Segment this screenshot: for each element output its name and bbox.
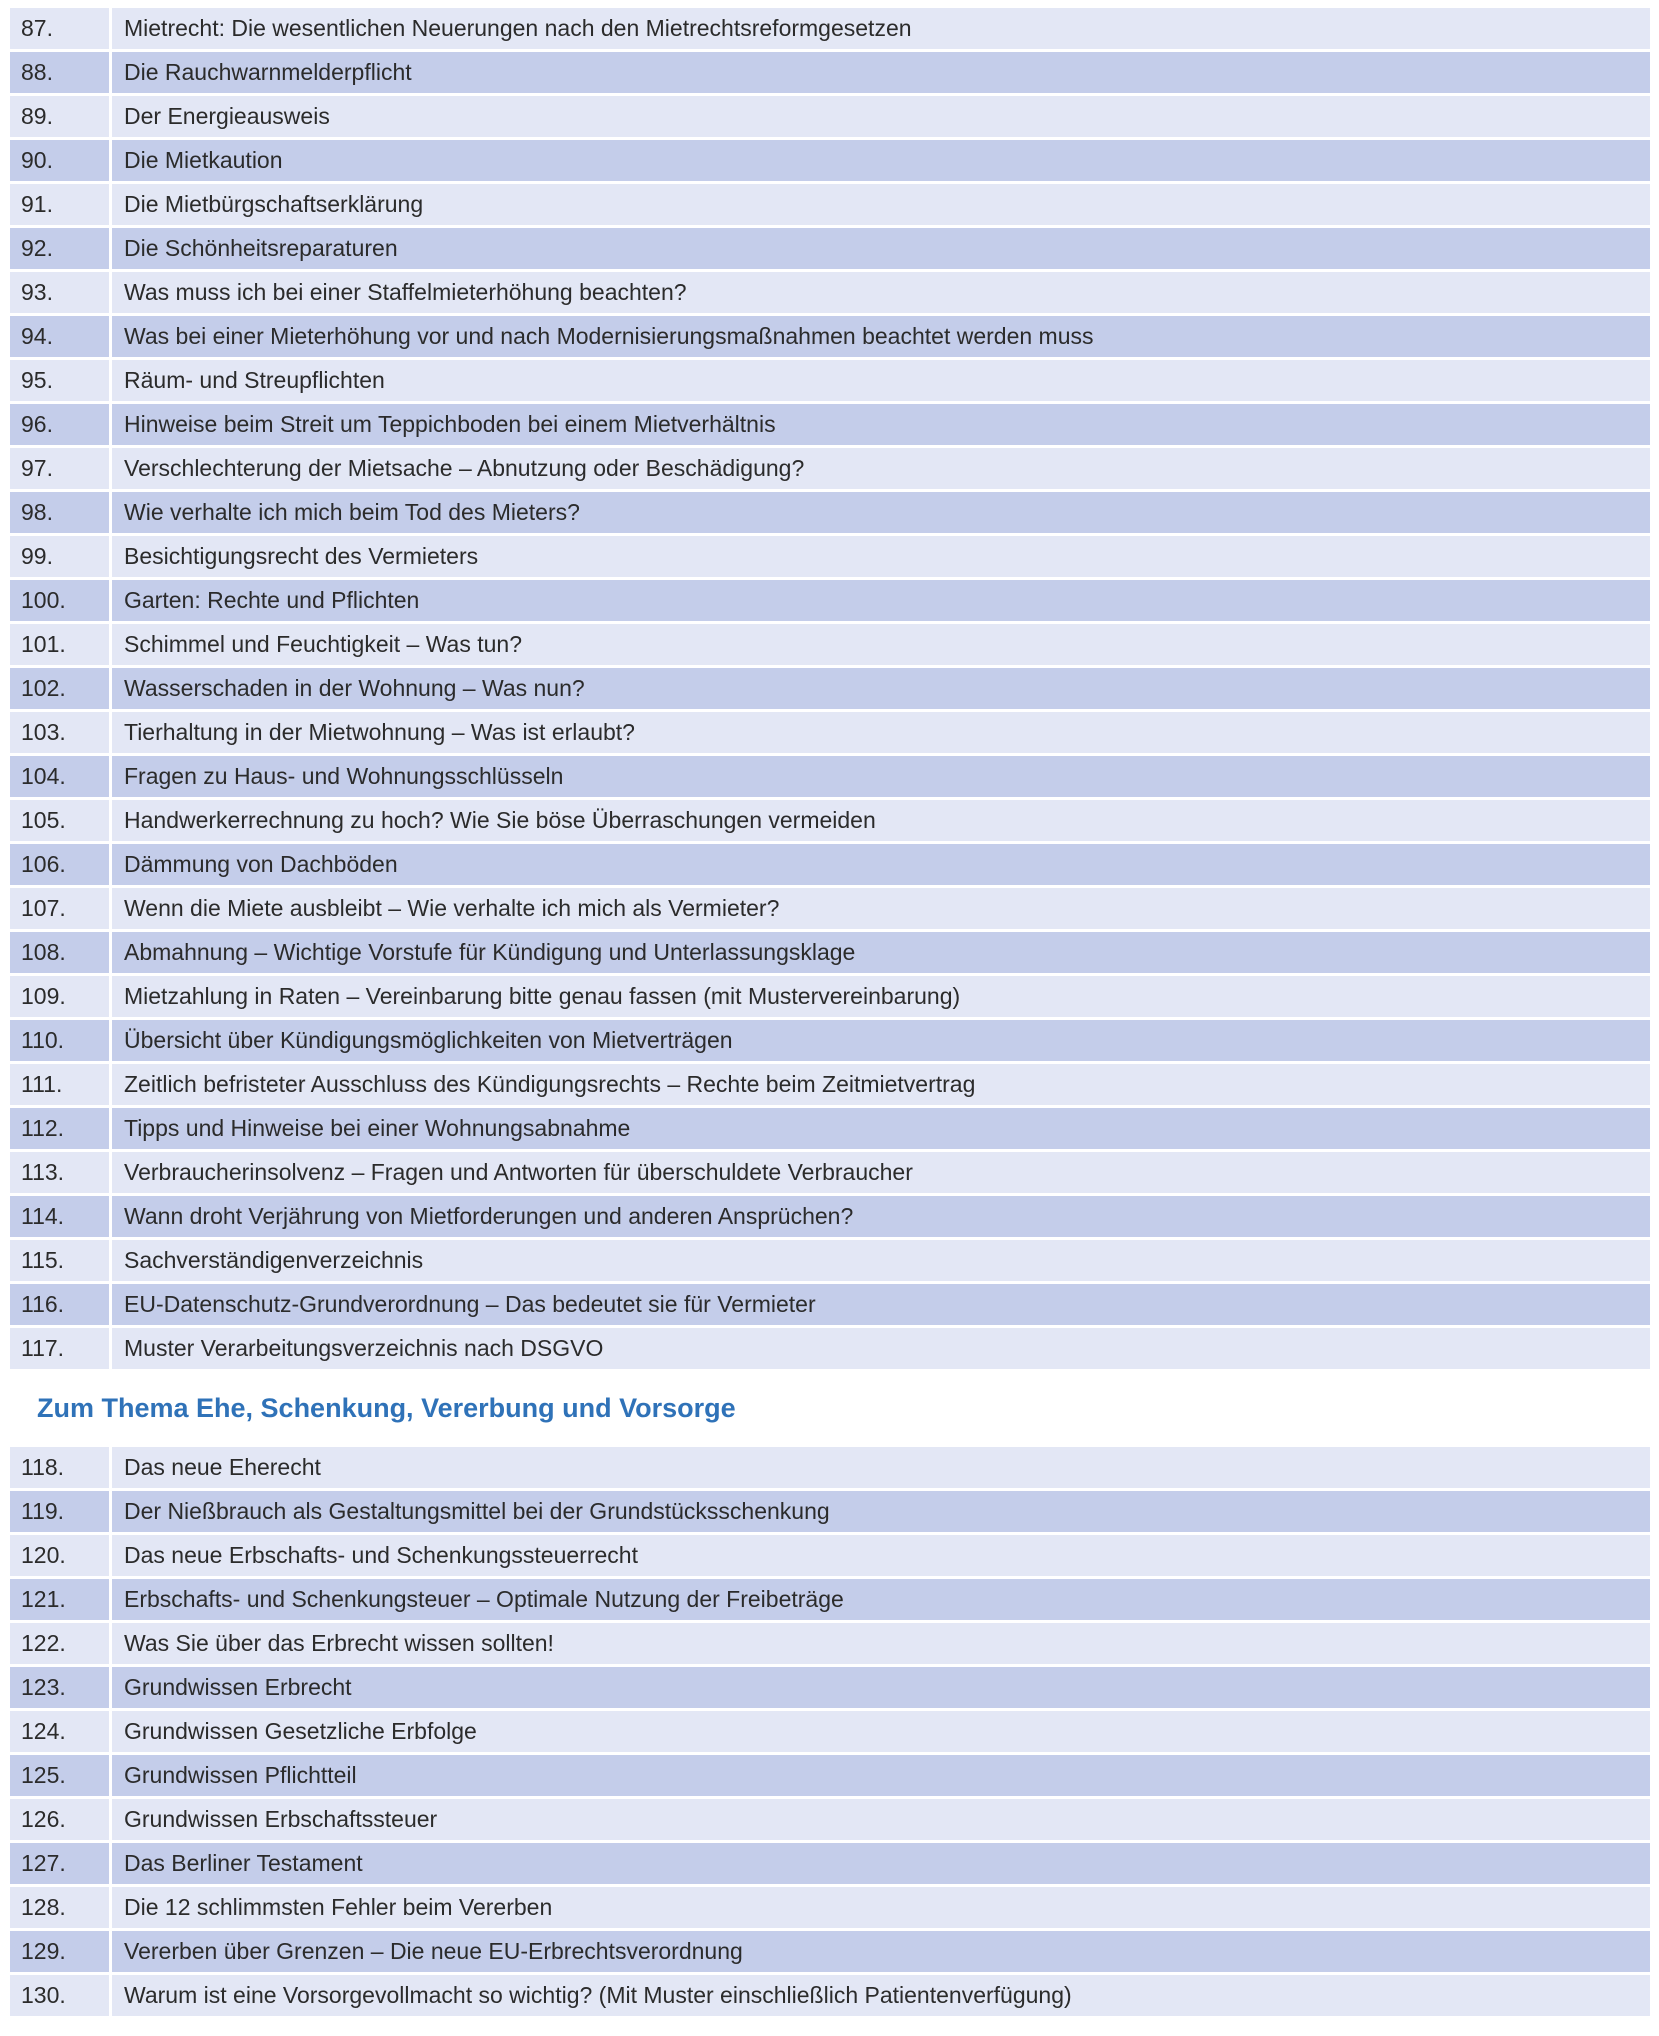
toc-item-title: Grundwissen Pflichtteil (112, 1755, 1650, 1796)
toc-item-title: Grundwissen Erbschaftssteuer (112, 1799, 1650, 1840)
toc-row (10, 1711, 1650, 1752)
toc-item-number: 120. (10, 1535, 112, 1576)
toc-item-title: Grundwissen Gesetzliche Erbfolge (112, 1711, 1650, 1752)
toc-item-number: 89. (10, 96, 112, 137)
toc-row (10, 1975, 1650, 2016)
toc-item-title: Tierhaltung in der Mietwohnung – Was ist erlaubt? (112, 712, 1650, 753)
toc-row (10, 228, 1650, 269)
toc-item-title: Handwerkerrechnung zu hoch? Wie Sie böse Überraschungen vermeiden (112, 800, 1650, 841)
toc-item-title: Tipps und Hinweise bei einer Wohnungsabnahme (112, 1108, 1650, 1149)
toc-item-title: Grundwissen Erbrecht (112, 1667, 1650, 1708)
toc-item-number: 97. (10, 448, 112, 489)
toc-item-title: Das neue Eherecht (112, 1447, 1650, 1488)
toc-item-number: 122. (10, 1623, 112, 1664)
toc-item-number: 90. (10, 140, 112, 181)
toc-item-number: 128. (10, 1887, 112, 1928)
toc-item-title: Hinweise beim Streit um Teppichboden bei einem Mietverhältnis (112, 404, 1650, 445)
toc-row (10, 1843, 1650, 1884)
toc-item-title: Die Mietkaution (112, 140, 1650, 181)
toc-row (10, 184, 1650, 225)
toc-page (10, 5, 1650, 2019)
toc-item-number: 88. (10, 52, 112, 93)
toc-row (10, 1152, 1650, 1193)
toc-row (10, 1064, 1650, 1105)
toc-item-number: 101. (10, 624, 112, 665)
toc-table-marriage-inheritance (10, 1444, 1650, 2019)
toc-row (10, 1491, 1650, 1532)
toc-row (10, 1535, 1650, 1576)
toc-row (10, 1755, 1650, 1796)
toc-item-number: 102. (10, 668, 112, 709)
toc-item-title: EU-Datenschutz-Grundverordnung – Das bedeutet sie für Vermieter (112, 1284, 1650, 1325)
toc-row (10, 712, 1650, 753)
toc-item-number: 96. (10, 404, 112, 445)
toc-row (10, 1020, 1650, 1061)
toc-row (10, 360, 1650, 401)
toc-item-number: 106. (10, 844, 112, 885)
toc-item-title: Mietrecht: Die wesentlichen Neuerungen nach den Mietrechtsreformgesetzen (112, 8, 1650, 49)
toc-item-number: 98. (10, 492, 112, 533)
toc-item-number: 103. (10, 712, 112, 753)
toc-item-title: Wenn die Miete ausbleibt – Wie verhalte ich mich als Vermieter? (112, 888, 1650, 929)
toc-row (10, 1240, 1650, 1281)
toc-row (10, 96, 1650, 137)
toc-item-title: Zeitlich befristeter Ausschluss des Kündigungsrechts – Rechte beim Zeitmietvertrag (112, 1064, 1650, 1105)
toc-item-number: 93. (10, 272, 112, 313)
toc-item-number: 87. (10, 8, 112, 49)
toc-row (10, 140, 1650, 181)
toc-row (10, 1623, 1650, 1664)
toc-item-number: 130. (10, 1975, 112, 2016)
toc-row (10, 756, 1650, 797)
toc-item-number: 126. (10, 1799, 112, 1840)
toc-item-number: 99. (10, 536, 112, 577)
toc-row (10, 1931, 1650, 1972)
toc-item-title: Garten: Rechte und Pflichten (112, 580, 1650, 621)
toc-item-number: 105. (10, 800, 112, 841)
toc-row (10, 1579, 1650, 1620)
toc-item-title: Was Sie über das Erbrecht wissen sollten! (112, 1623, 1650, 1664)
toc-item-title: Vererben über Grenzen – Die neue EU-Erbrechtsverordnung (112, 1931, 1650, 1972)
toc-item-title: Fragen zu Haus- und Wohnungsschlüsseln (112, 756, 1650, 797)
toc-row (10, 492, 1650, 533)
toc-item-number: 92. (10, 228, 112, 269)
toc-row (10, 536, 1650, 577)
toc-item-number: 121. (10, 1579, 112, 1620)
toc-item-title: Was bei einer Mieterhöhung vor und nach Modernisierungsmaßnahmen beachtet werden muss (112, 316, 1650, 357)
toc-row (10, 800, 1650, 841)
toc-item-title: Das neue Erbschafts- und Schenkungssteuerrecht (112, 1535, 1650, 1576)
toc-item-title: Wasserschaden in der Wohnung – Was nun? (112, 668, 1650, 709)
toc-item-number: 125. (10, 1755, 112, 1796)
toc-item-title: Räum- und Streupflichten (112, 360, 1650, 401)
toc-item-number: 129. (10, 1931, 112, 1972)
toc-list (10, 1447, 1650, 2016)
toc-item-number: 124. (10, 1711, 112, 1752)
toc-item-number: 112. (10, 1108, 112, 1149)
toc-row (10, 844, 1650, 885)
toc-row (10, 1799, 1650, 1840)
toc-item-number: 110. (10, 1020, 112, 1061)
toc-item-number: 123. (10, 1667, 112, 1708)
toc-item-number: 127. (10, 1843, 112, 1884)
toc-row (10, 1667, 1650, 1708)
section-heading: Zum Thema Ehe, Schenkung, Vererbung und Vorsorge (37, 1393, 736, 1423)
toc-item-title: Die Schönheitsreparaturen (112, 228, 1650, 269)
toc-row (10, 1328, 1650, 1369)
toc-item-title: Wann droht Verjährung von Mietforderungen und anderen Ansprüchen? (112, 1196, 1650, 1237)
toc-item-title: Besichtigungsrecht des Vermieters (112, 536, 1650, 577)
toc-item-title: Die 12 schlimmsten Fehler beim Vererben (112, 1887, 1650, 1928)
toc-item-title: Verschlechterung der Mietsache – Abnutzung oder Beschädigung? (112, 448, 1650, 489)
toc-item-title: Erbschafts- und Schenkungsteuer – Optimale Nutzung der Freibeträge (112, 1579, 1650, 1620)
toc-row (10, 272, 1650, 313)
toc-item-number: 100. (10, 580, 112, 621)
toc-item-title: Mietzahlung in Raten – Vereinbarung bitte genau fassen (mit Mustervereinbarung) (112, 976, 1650, 1017)
toc-item-number: 114. (10, 1196, 112, 1237)
toc-row (10, 624, 1650, 665)
toc-table-rental-law (10, 5, 1650, 1372)
toc-item-number: 118. (10, 1447, 112, 1488)
toc-item-number: 91. (10, 184, 112, 225)
toc-row (10, 1887, 1650, 1928)
toc-item-number: 113. (10, 1152, 112, 1193)
toc-item-title: Die Rauchwarnmelderpflicht (112, 52, 1650, 93)
toc-row (10, 448, 1650, 489)
toc-item-number: 117. (10, 1328, 112, 1369)
toc-item-number: 119. (10, 1491, 112, 1532)
toc-list (10, 8, 1650, 1369)
toc-item-title: Wie verhalte ich mich beim Tod des Mieters? (112, 492, 1650, 533)
toc-row (10, 1447, 1650, 1488)
toc-item-number: 104. (10, 756, 112, 797)
toc-item-title: Muster Verarbeitungsverzeichnis nach DSGVO (112, 1328, 1650, 1369)
toc-item-number: 109. (10, 976, 112, 1017)
toc-item-title: Dämmung von Dachböden (112, 844, 1650, 885)
toc-item-title: Die Mietbürgschaftserklärung (112, 184, 1650, 225)
toc-item-title: Was muss ich bei einer Staffelmieterhöhung beachten? (112, 272, 1650, 313)
toc-item-number: 116. (10, 1284, 112, 1325)
toc-item-title: Der Energieausweis (112, 96, 1650, 137)
toc-row (10, 668, 1650, 709)
toc-item-number: 95. (10, 360, 112, 401)
toc-row (10, 8, 1650, 49)
toc-row (10, 52, 1650, 93)
toc-row (10, 1108, 1650, 1149)
toc-item-title: Warum ist eine Vorsorgevollmacht so wichtig? (Mit Muster einschließlich Patientenverfügung) (112, 1975, 1650, 2016)
toc-row (10, 1196, 1650, 1237)
toc-item-number: 111. (10, 1064, 112, 1105)
toc-item-number: 94. (10, 316, 112, 357)
toc-item-title: Schimmel und Feuchtigkeit – Was tun? (112, 624, 1650, 665)
toc-item-number: 107. (10, 888, 112, 929)
toc-row (10, 316, 1650, 357)
toc-item-title: Der Nießbrauch als Gestaltungsmittel bei der Grundstücksschenkung (112, 1491, 1650, 1532)
toc-item-title: Das Berliner Testament (112, 1843, 1650, 1884)
toc-row (10, 404, 1650, 445)
toc-row (10, 580, 1650, 621)
toc-item-number: 108. (10, 932, 112, 973)
toc-item-title: Verbraucherinsolvenz – Fragen und Antworten für überschuldete Verbraucher (112, 1152, 1650, 1193)
toc-row (10, 932, 1650, 973)
toc-item-title: Abmahnung – Wichtige Vorstufe für Kündigung und Unterlassungsklage (112, 932, 1650, 973)
toc-row (10, 1284, 1650, 1325)
toc-row (10, 888, 1650, 929)
toc-item-number: 115. (10, 1240, 112, 1281)
toc-item-title: Übersicht über Kündigungsmöglichkeiten von Mietverträgen (112, 1020, 1650, 1061)
toc-row (10, 976, 1650, 1017)
toc-item-title: Sachverständigenverzeichnis (112, 1240, 1650, 1281)
